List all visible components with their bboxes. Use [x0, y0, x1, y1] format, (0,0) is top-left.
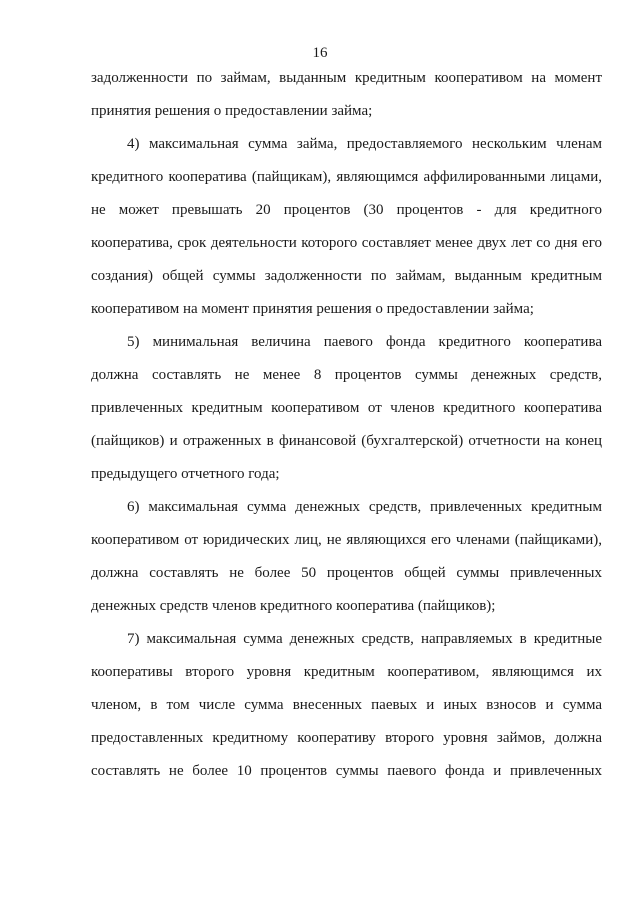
text-line: создания) общей суммы задолженности по займам, выданным кредитным [91, 268, 602, 284]
document-body [91, 62, 602, 788]
text-line: кредитного кооператива (пайщикам), являющимся аффилированными лицами, [91, 169, 602, 185]
text-line: кооператива, срок деятельности которого составляет менее двух лет со дня его [91, 235, 602, 251]
text-line: денежных средств членов кредитного кооператива (пайщиков); [91, 598, 496, 614]
paragraph [91, 623, 602, 788]
text-line: кооперативом от юридических лиц, не являющихся его членами (пайщиками), [91, 532, 602, 548]
text-line: должна составлять не более 50 процентов общей суммы привлеченных [91, 565, 602, 581]
text-line: предоставленных кредитному кооперативу второго уровня займов, должна [91, 730, 602, 746]
text-line: (пайщиков) и отраженных в финансовой (бухгалтерской) отчетности на конец [91, 433, 602, 449]
text-line: 6) максимальная сумма денежных средств, привлеченных кредитным [127, 499, 602, 515]
paragraph [91, 128, 602, 326]
text-line: членом, в том числе сумма внесенных паевых и иных взносов и сумма [91, 697, 602, 713]
text-line: кооперативом на момент принятия решения о предоставлении займа; [91, 301, 534, 317]
text-line: кооперативы второго уровня кредитным кооперативом, являющимся их [91, 664, 602, 680]
text-line: должна составлять не менее 8 процентов суммы денежных средств, [91, 367, 602, 383]
page-number: 16 [312, 45, 328, 61]
text-line: составлять не более 10 процентов суммы паевого фонда и привлеченных [91, 763, 602, 779]
paragraph [91, 491, 602, 623]
text-line: предыдущего отчетного года; [91, 466, 280, 482]
text-line: принятия решения о предоставлении займа; [91, 103, 373, 119]
text-line: задолженности по займам, выданным кредитным кооперативом на момент [91, 70, 602, 86]
text-line: 5) минимальная величина паевого фонда кредитного кооператива [127, 334, 602, 350]
text-line: не может превышать 20 процентов (30 процентов - для кредитного [91, 202, 602, 218]
text-line: 7) максимальная сумма денежных средств, направляемых в кредитные [127, 631, 602, 647]
paragraph [91, 62, 602, 128]
text-line: 4) максимальная сумма займа, предоставляемого нескольким членам [127, 136, 602, 152]
paragraph [91, 326, 602, 491]
text-line: привлеченных кредитным кооперативом от членов кредитного кооператива [91, 400, 602, 416]
